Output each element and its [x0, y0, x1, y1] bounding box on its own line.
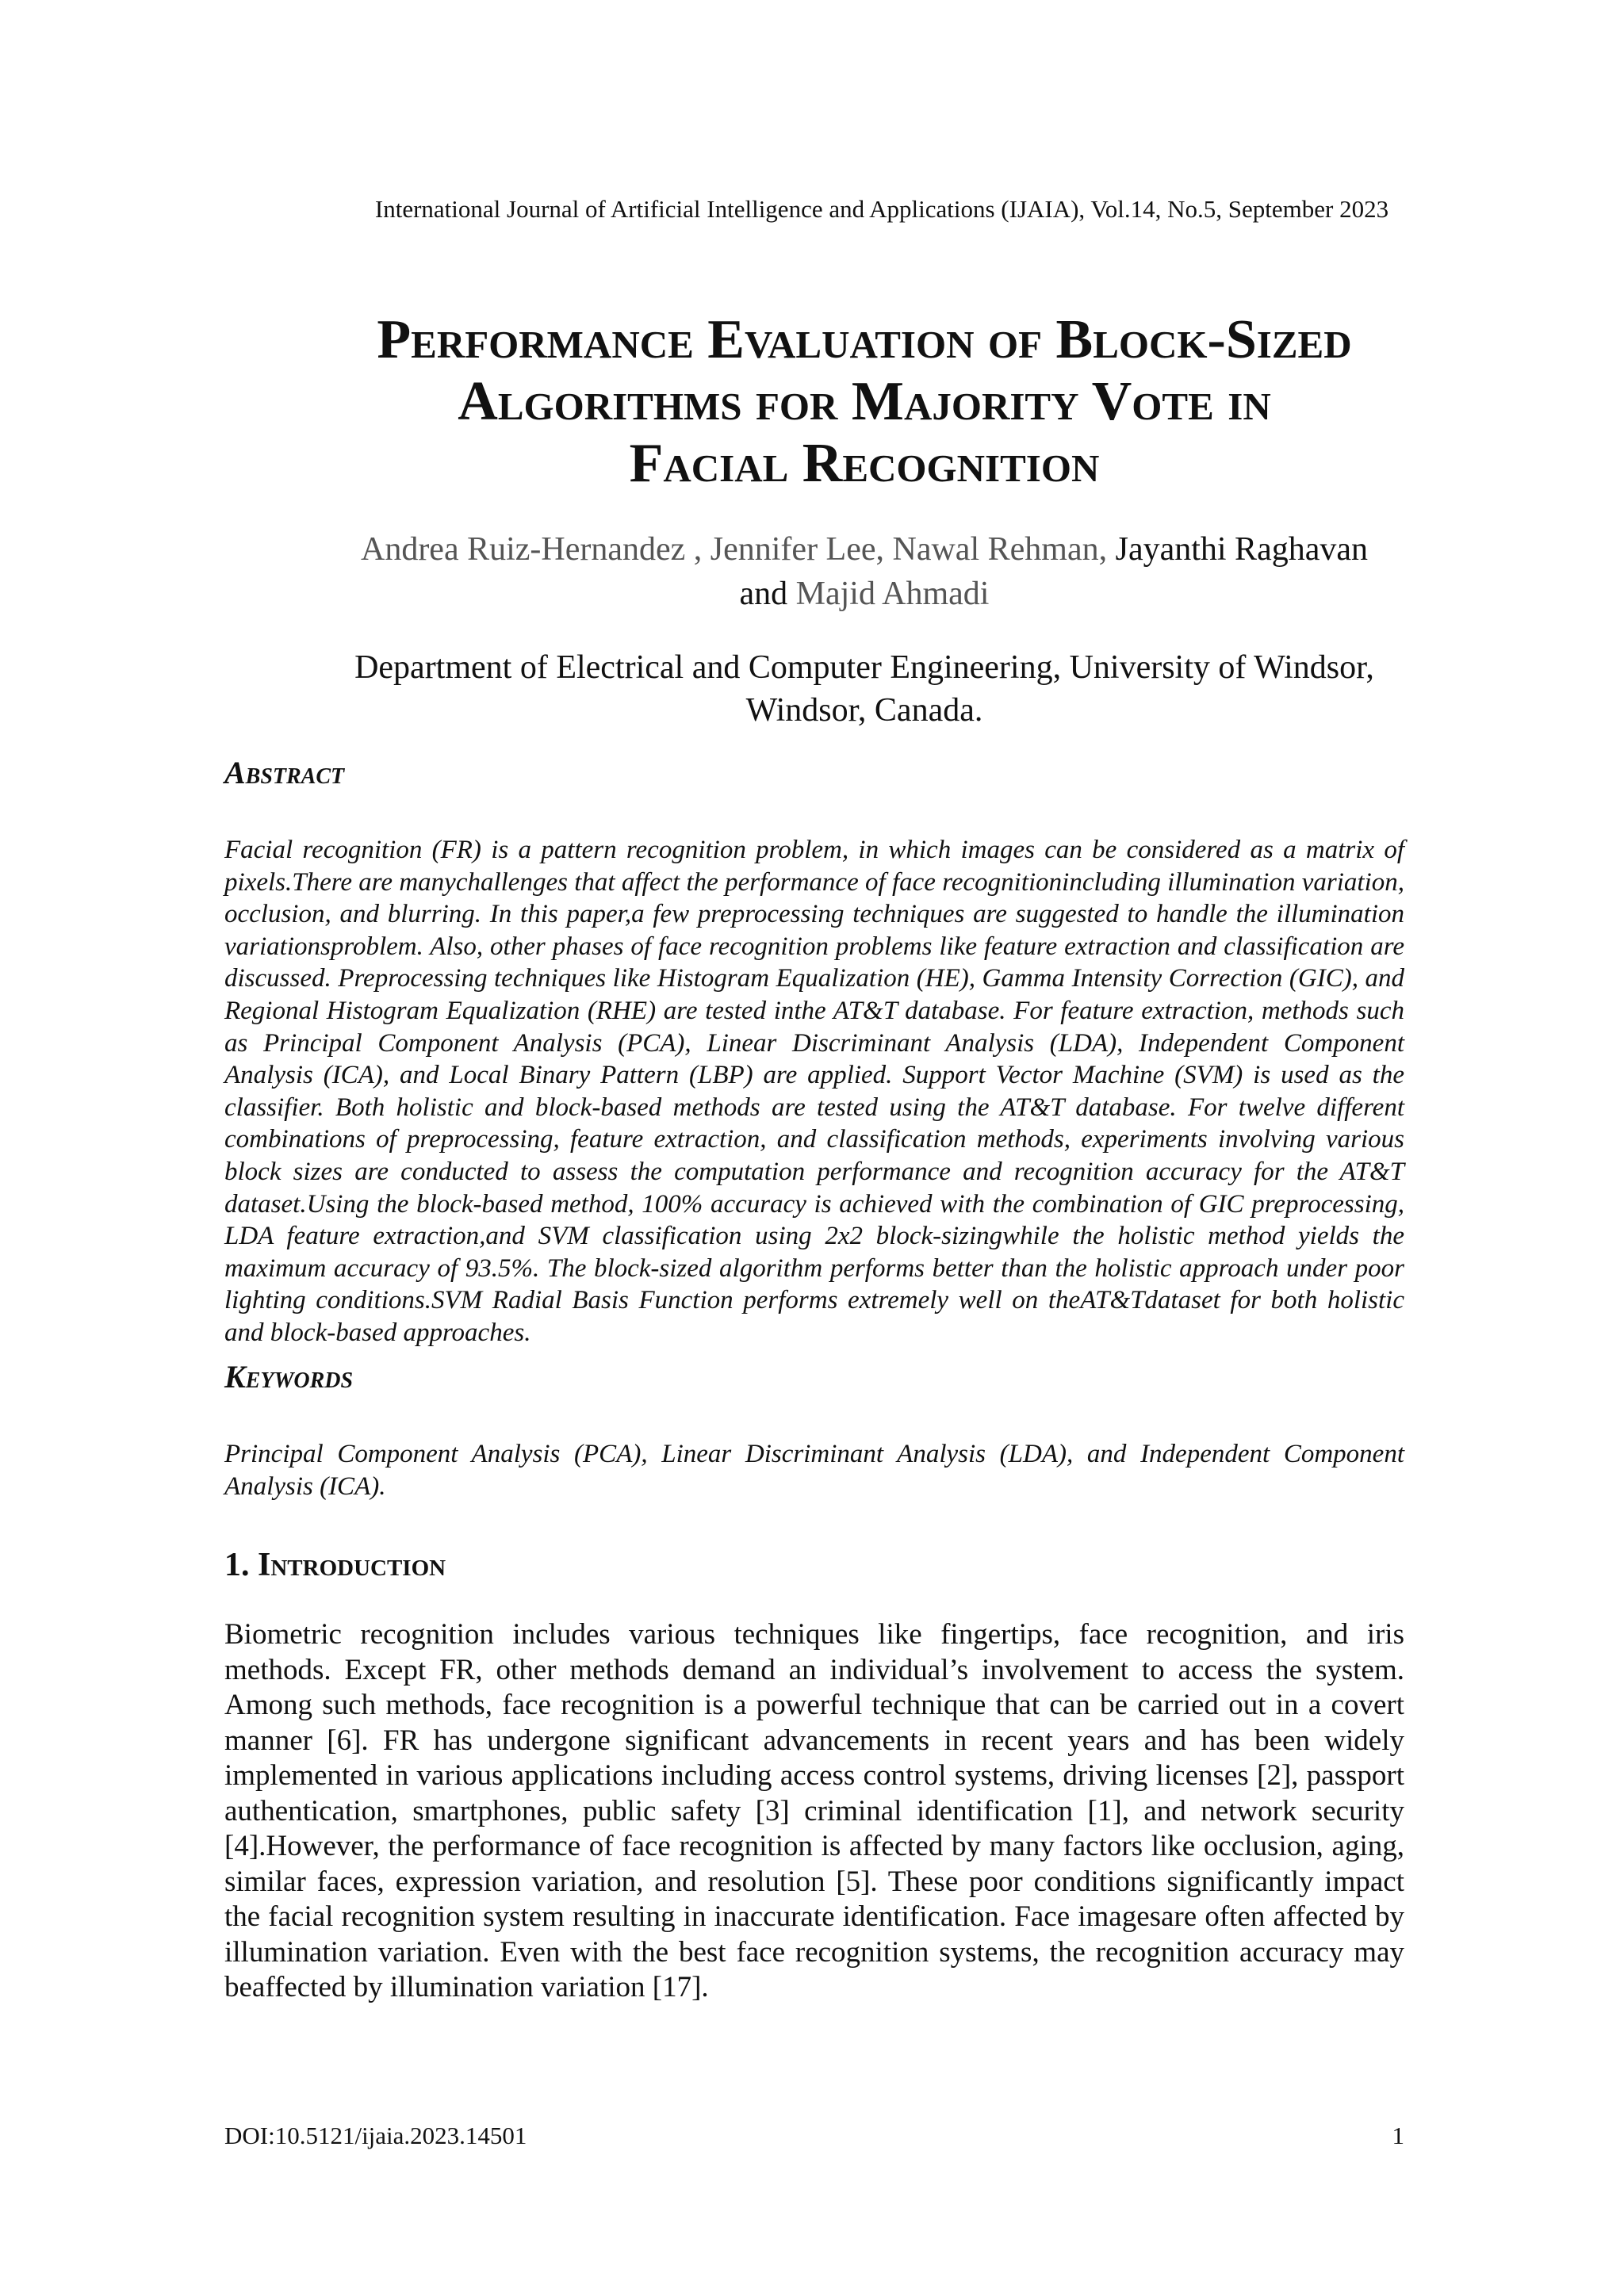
page-number: 1	[1392, 2122, 1404, 2149]
author-3: Nawal Rehman	[892, 531, 1099, 568]
author-separator: ,	[875, 531, 893, 568]
author-list	[238, 527, 1491, 616]
author-2: Jennifer Lee	[710, 531, 876, 568]
paper-title	[238, 309, 1491, 495]
author-4: Jayanthi Raghavan	[1115, 531, 1368, 568]
author-5: Majid Ahmadi	[795, 576, 990, 612]
journal-header: International Journal of Artificial Intelligence and Applications (IJAIA), Vol.14, No.5, September 2023	[374, 195, 1389, 223]
affiliation	[238, 646, 1491, 732]
title-line-3: Facial Recognition	[629, 433, 1100, 494]
author-1: Andrea Ruiz-Hernandez	[360, 531, 686, 568]
affiliation-line-1: Department of Electrical and Computer Engineering, University of Windsor,	[354, 649, 1374, 686]
abstract-heading: Abstract	[224, 755, 345, 790]
keywords-text: Principal Component Analysis (PCA), Linear Discriminant Analysis (LDA), and Independent Component Analysis (ICA).	[224, 1440, 1404, 1501]
author-conjunction: and	[739, 576, 796, 612]
title-line-1: Performance Evaluation of Block-Sized	[377, 309, 1352, 370]
abstract-text: Facial recognition (FR) is a pattern recognition problem, in which images can be considered as a matrix of pixels.There are manychallenges that affect the performance of face recognitionincluding illumination variation, occlusion, and blurring. In this paper,a few preprocessing techniques are suggested to handle the illumination variationsproblem. Also, other phases of face recognition problems like feature extraction and classification are discussed. Preprocessing techniques like Histogram Equalization (HE), Gamma Intensity Correction (GIC), and Regional Histogram Equalization (RHE) are tested inthe AT&T database. For feature extraction, methods such as Principal Component Analysis (PCA), Linear Discriminant Analysis (LDA), Independent Component Analysis (ICA), and Local Binary Pattern (LBP) are applied. Support Vector Machine (SVM) is used as the classifier. Both holistic and block-based methods are tested using the AT&T database. For twelve different combinations of preprocessing, feature extraction, and classification methods, experiments involving various block sizes are conducted to assess the computation performance and recognition accuracy for the AT&T dataset.Using the block-based method, 100% accuracy is achieved with the combination of GIC preprocessing, LDA feature extraction,and SVM classification using 2x2 block-sizingwhile the holistic method yields the maximum accuracy of 93.5%. The block-sized algorithm performs better than the holistic approach under poor lighting conditions.SVM Radial Basis Function performs extremely well on theAT&Tdataset for both holistic and block-based approaches.	[224, 836, 1404, 1347]
author-separator: ,	[685, 531, 710, 568]
introduction-heading: 1. Introduction	[224, 1547, 446, 1583]
author-separator: ,	[1098, 531, 1116, 568]
footer-doi: DOI:10.5121/ijaia.2023.14501	[224, 2122, 527, 2149]
keywords-heading: Keywords	[224, 1359, 354, 1395]
affiliation-line-2: Windsor, Canada.	[745, 692, 983, 729]
introduction-text: Biometric recognition includes various techniques like fingertips, face recognition, and iris methods. Except FR, other methods demand an individual’s involvement to access the system. Among such methods, face recognition is a powerful technique that can be carried out in a covert manner [6]. FR has undergone significant advancements in recent years and has been widely implemented in various applications including access control systems, driving licenses [2], passport authentication, smartphones, public safety [3] criminal identification [1], and network security [4].However, the performance of face recognition is affected by many factors like occlusion, aging, similar faces, expression variation, and resolution [5]. These poor conditions significantly impact the facial recognition system resulting in inaccurate identification. Face imagesare often affected by illumination variation. Even with the best face recognition systems, the recognition accuracy may beaffected by illumination variation [17].	[224, 1618, 1404, 2003]
title-line-2: Algorithms for Majority Vote in	[458, 371, 1271, 432]
